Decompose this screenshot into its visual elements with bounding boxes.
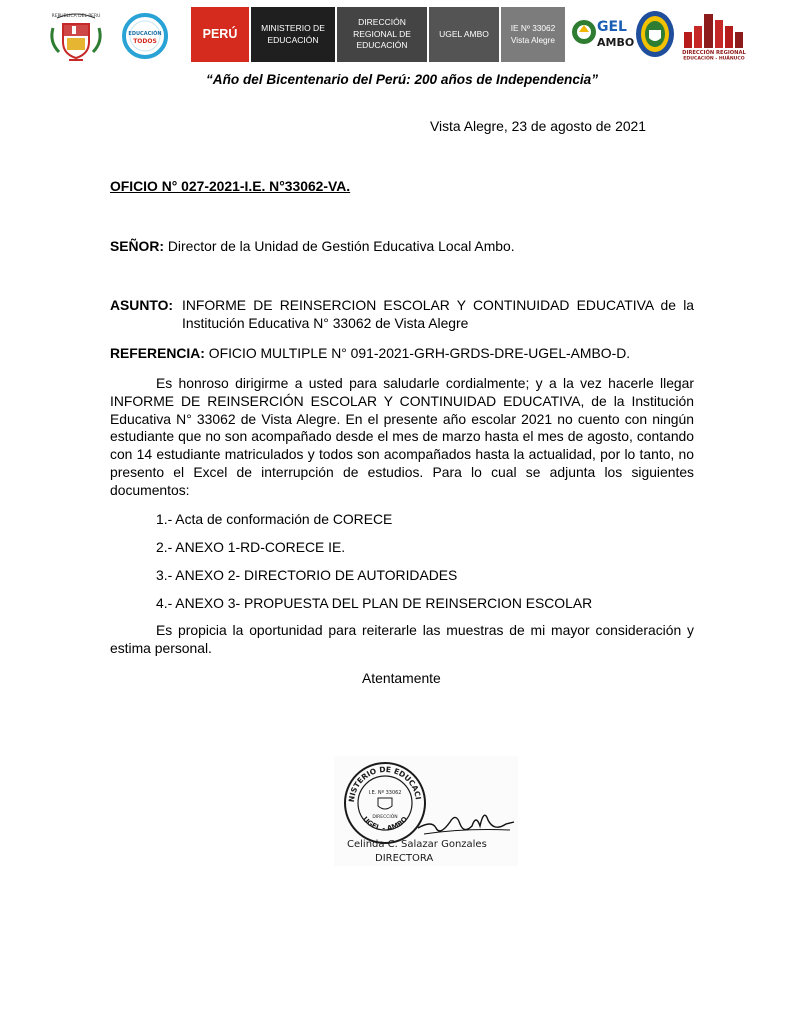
body-line: INFORME DE REINSERCIÓN ESCOLAR Y CONTINUIDAD EDUCATIVA, de la Institución (110, 392, 694, 409)
attachment-item: 2.- ANEXO 1-RD-CORECE IE. (156, 539, 346, 555)
svg-text:GEL: GEL (597, 19, 627, 35)
body-line: con 14 estudiante matriculados y todos son acompañados hasta la actualidad, por lo tanto, no (110, 446, 694, 463)
year-motto: “Año del Bicentenario del Perú: 200 años de Independencia” (205, 72, 599, 87)
subject-line-1 (182, 297, 694, 314)
svg-text:AMBO: AMBO (597, 36, 635, 49)
body-line: Educativa N° 33062 de Vista Alegre. En el presente año escolar 2021 no cuento con ningún (110, 410, 694, 427)
regional-direction-label-block: DIRECCIÓN REGIONAL DE EDUCACIÓN (337, 7, 427, 62)
closing-line: Es propicia la oportunidad para reiterarle las muestras de mi mayor consideración y (156, 622, 694, 638)
svg-text:UGEL - AMBO: UGEL - AMBO (360, 815, 410, 833)
body-line: presento el Excel de interrupción de estudios. Para lo cual se adjunta los siguientes (110, 463, 694, 480)
dre-huanuco-logo (676, 10, 752, 60)
oficio-number: OFICIO N° 027-2021-I.E. N°33062-VA. (110, 178, 351, 194)
svg-text:I.E. Nº 33062: I.E. Nº 33062 (368, 790, 402, 796)
reference-text: OFICIO MULTIPLE N° 091-2021-GRH-GRDS-DRE-UGEL-AMBO-D. (204, 345, 631, 361)
education-for-all-logo (121, 12, 169, 60)
ugel-label-block: UGEL AMBO (429, 7, 499, 62)
recipient-text: Director de la Unidad de Gestión Educativa Local Ambo. (164, 238, 515, 254)
svg-text:EDUCACIÓN: EDUCACIÓN (128, 31, 162, 37)
ministry-label-block: MINISTERIO DE EDUCACIÓN (251, 7, 335, 62)
svg-text:EDUCACIÓN - HUÁNUCO: EDUCACIÓN - HUÁNUCO (683, 56, 745, 62)
svg-text:REPUBLICA DEL PERU: REPUBLICA DEL PERU (51, 14, 101, 19)
subject-line-2: Institución Educativa N° 33062 de Vista Alegre (182, 315, 469, 331)
subject-label: ASUNTO: (110, 297, 174, 313)
closing-paragraph (110, 622, 694, 658)
svg-text:DIRECCIÓN REGIONAL: DIRECCIÓN REGIONAL (682, 50, 746, 56)
subject-text-1: INFORME DE REINSERCION ESCOLAR Y CONTINUIDAD EDUCATIVA de la (182, 297, 694, 313)
peru-coat-of-arms-logo (45, 8, 107, 64)
signatory-role: DIRECTORA (375, 853, 434, 864)
closing-line: estima personal. (110, 639, 212, 656)
body-line: Es honroso dirigirme a usted para saludarle cordialmente; y a la vez hacerle llegar (156, 375, 694, 391)
place-and-date: Vista Alegre, 23 de agosto de 2021 (430, 118, 646, 134)
farewell: Atentamente (362, 670, 441, 686)
attachment-item: 4.- ANEXO 3- PROPUESTA DEL PLAN DE REINSERCION ESCOLAR (156, 595, 593, 611)
reference-label: REFERENCIA: (110, 345, 205, 361)
peru-label-block: PERÚ (191, 7, 249, 62)
body-line: documentos: (110, 481, 190, 498)
handwritten-signature (414, 798, 520, 842)
recipient-label: SEÑOR: (110, 238, 165, 254)
school-number: IE Nº 33062 (510, 23, 556, 34)
school-place: Vista Alegre (510, 34, 556, 45)
svg-text:TODOS: TODOS (133, 38, 157, 45)
body-line: estudiante que no son acompañado desde el mes de marzo hasta el mes de agosto, contando (110, 428, 694, 445)
svg-text:DIRECCIÓN: DIRECCIÓN (372, 815, 398, 820)
regional-seal-logo (634, 8, 676, 60)
svg-text:MINISTERIO DE EDUCACIÓN: NISTERIO DE EDUCACI (346, 764, 423, 803)
school-label-block (501, 7, 565, 62)
attachment-item: 3.- ANEXO 2- DIRECTORIO DE AUTORIDADES (156, 567, 458, 583)
body-paragraph (110, 375, 694, 500)
attachment-item: 1.- Acta de conformación de CORECE (156, 511, 393, 527)
reference-line (110, 345, 630, 362)
recipient-line (110, 238, 515, 255)
signatory-name: Celinda C. Salazar Gonzales (347, 839, 487, 850)
ugel-ambo-logo (570, 10, 635, 60)
